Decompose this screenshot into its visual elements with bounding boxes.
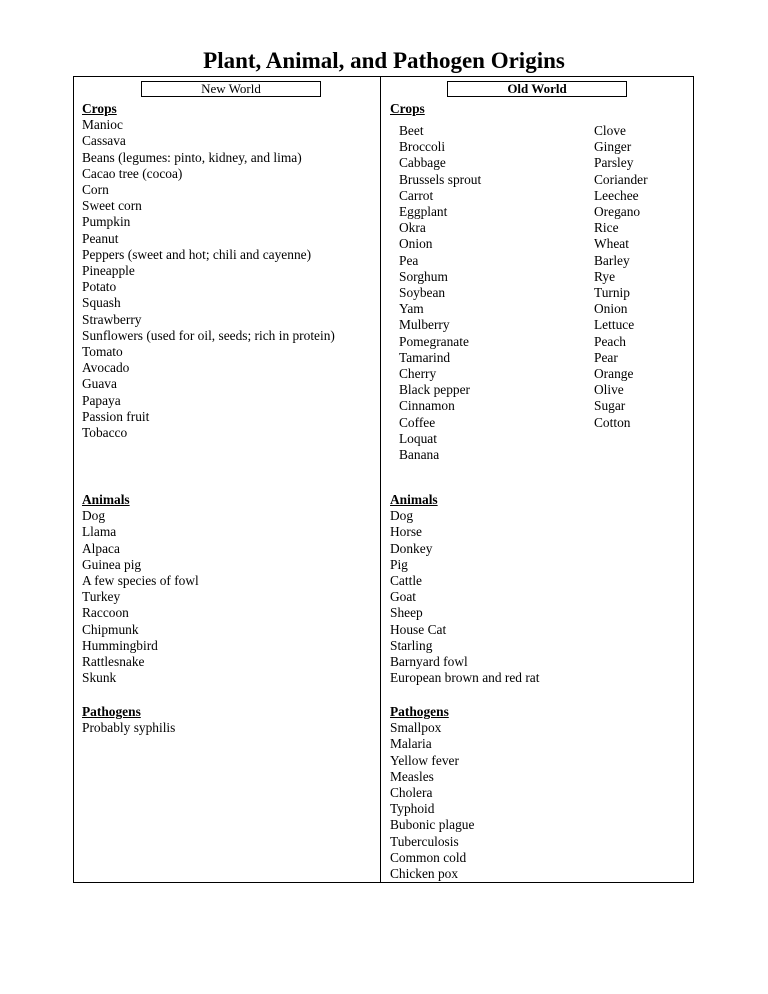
old-world-pathogens-list	[390, 720, 474, 882]
list-item: Dog	[82, 508, 106, 524]
list-item: Chicken pox	[390, 866, 459, 882]
list-item: Sheep	[390, 605, 423, 621]
list-item: Bubonic plague	[390, 817, 475, 833]
list-item: Soybean	[399, 285, 446, 301]
list-item: Orange	[594, 366, 634, 382]
list-item: Onion	[399, 236, 433, 252]
list-item: Oregano	[594, 204, 641, 220]
list-item: Turkey	[82, 589, 121, 605]
list-item: Cholera	[390, 785, 433, 801]
list-item: Skunk	[82, 670, 117, 686]
list-item: Yellow fever	[390, 752, 459, 768]
list-item: Coriander	[594, 171, 648, 187]
list-item: Barley	[594, 252, 630, 268]
old-world-crops-column-1	[399, 123, 481, 463]
list-item: Cassava	[82, 133, 126, 149]
old-world-animals-title: Animals	[390, 492, 438, 507]
list-item: Sorghum	[399, 268, 448, 284]
list-item: Dog	[390, 508, 414, 524]
list-item: Brussels sprout	[399, 171, 482, 187]
list-item: Goat	[390, 589, 417, 605]
list-item: Lettuce	[594, 317, 635, 333]
list-item: Pear	[594, 349, 618, 365]
new-world-crops-list	[82, 117, 335, 441]
list-item: Broccoli	[399, 139, 446, 155]
list-item: Wheat	[594, 236, 629, 252]
list-item: Raccoon	[82, 605, 129, 621]
list-item: Avocado	[82, 360, 130, 376]
list-item: Horse	[390, 524, 422, 540]
list-item: Yam	[399, 301, 424, 317]
new-world-crops	[82, 101, 335, 441]
list-item: Tuberculosis	[390, 833, 459, 849]
list-item: Pumpkin	[82, 214, 131, 230]
list-item: Cacao tree (cocoa)	[82, 165, 183, 181]
list-item: House Cat	[390, 621, 447, 637]
list-item: Corn	[82, 182, 109, 198]
list-item: Sweet corn	[82, 198, 142, 214]
list-item: Squash	[82, 295, 121, 311]
list-item: Rattlesnake	[82, 654, 145, 670]
list-item: European brown and red rat	[390, 670, 540, 686]
list-item: Strawberry	[82, 311, 142, 327]
list-item: Guinea pig	[82, 556, 142, 572]
list-item: Sugar	[594, 398, 626, 414]
old-world-crops-list-2	[594, 123, 648, 431]
list-item: Cinnamon	[399, 398, 455, 414]
list-item: Peach	[594, 333, 626, 349]
list-item: Beans (legumes: pinto, kidney, and lima)	[82, 149, 302, 165]
list-item: Loquat	[399, 430, 437, 446]
list-item: Guava	[82, 376, 117, 392]
list-item: Clove	[594, 123, 626, 138]
list-item: Probably syphilis	[82, 720, 176, 736]
list-item: Turnip	[594, 285, 630, 301]
new-world-animals	[82, 492, 199, 686]
list-item: Leechee	[594, 187, 639, 203]
old-world-crops-list-1	[399, 123, 481, 463]
list-item: Barnyard fowl	[390, 654, 468, 670]
list-item: Eggplant	[399, 204, 448, 220]
new-world-pathogens-list	[82, 720, 175, 736]
new-world-animals-title: Animals	[82, 492, 130, 507]
page-title: Plant, Animal, and Pathogen Origins	[203, 48, 565, 73]
list-item: Rye	[594, 268, 616, 284]
list-item: Olive	[594, 382, 624, 398]
old-world-pathogens	[390, 704, 474, 882]
list-item: Peanut	[82, 230, 119, 246]
list-item: Hummingbird	[82, 637, 158, 653]
list-item: Pig	[390, 556, 408, 572]
list-item: Cherry	[399, 366, 437, 382]
old-world-crops-column-2	[594, 123, 648, 431]
list-item: Manioc	[82, 117, 123, 133]
list-item: Tamarind	[399, 349, 451, 365]
list-item: Sunflowers (used for oil, seeds; rich in protein)	[82, 327, 335, 343]
list-item: Coffee	[399, 414, 436, 430]
list-item: Chipmunk	[82, 621, 139, 637]
list-item: Llama	[82, 524, 117, 540]
list-item: Okra	[399, 220, 426, 236]
new-world-crops-title: Crops	[82, 101, 117, 116]
list-item: Black pepper	[399, 382, 471, 398]
origins-table	[73, 76, 694, 883]
list-item: Tomato	[82, 344, 123, 360]
list-item: Carrot	[399, 187, 434, 203]
new-world-animals-list	[82, 508, 199, 686]
list-item: Cabbage	[399, 155, 446, 171]
list-item: Beet	[399, 123, 424, 138]
list-item: Cotton	[594, 414, 631, 430]
new-world-pathogens-title: Pathogens	[82, 704, 141, 719]
list-item: Passion fruit	[82, 408, 150, 424]
list-item: Measles	[390, 768, 434, 784]
list-item: Alpaca	[82, 540, 120, 556]
old-world-header: Old World	[447, 81, 627, 97]
list-item: Ginger	[594, 139, 632, 155]
list-item: Smallpox	[390, 720, 442, 736]
list-item: Typhoid	[390, 801, 435, 817]
list-item: Donkey	[390, 540, 433, 556]
old-world-pathogens-title: Pathogens	[390, 704, 449, 719]
list-item: Pomegranate	[399, 333, 469, 349]
old-world-crops-heading	[390, 101, 425, 117]
list-item: Malaria	[390, 736, 432, 752]
list-item: Cattle	[390, 573, 422, 589]
new-world-pathogens	[82, 704, 175, 736]
list-item: Peppers (sweet and hot; chili and cayenne)	[82, 246, 312, 262]
list-item: Onion	[594, 301, 628, 317]
list-item: Tobacco	[82, 425, 128, 441]
old-world-animals-list	[390, 508, 539, 686]
list-item: A few species of fowl	[82, 573, 199, 589]
list-item: Pea	[399, 252, 419, 268]
list-item: Mulberry	[399, 317, 450, 333]
list-item: Parsley	[594, 155, 634, 171]
old-world-animals	[390, 492, 539, 686]
list-item: Pineapple	[82, 263, 135, 279]
list-item: Common cold	[390, 849, 467, 865]
old-world-crops-title: Crops	[390, 101, 425, 116]
column-divider	[380, 77, 381, 882]
list-item: Banana	[399, 447, 440, 463]
list-item: Rice	[594, 220, 619, 236]
list-item: Starling	[390, 637, 433, 653]
new-world-header: New World	[141, 81, 321, 97]
list-item: Papaya	[82, 392, 121, 408]
list-item: Potato	[82, 279, 117, 295]
